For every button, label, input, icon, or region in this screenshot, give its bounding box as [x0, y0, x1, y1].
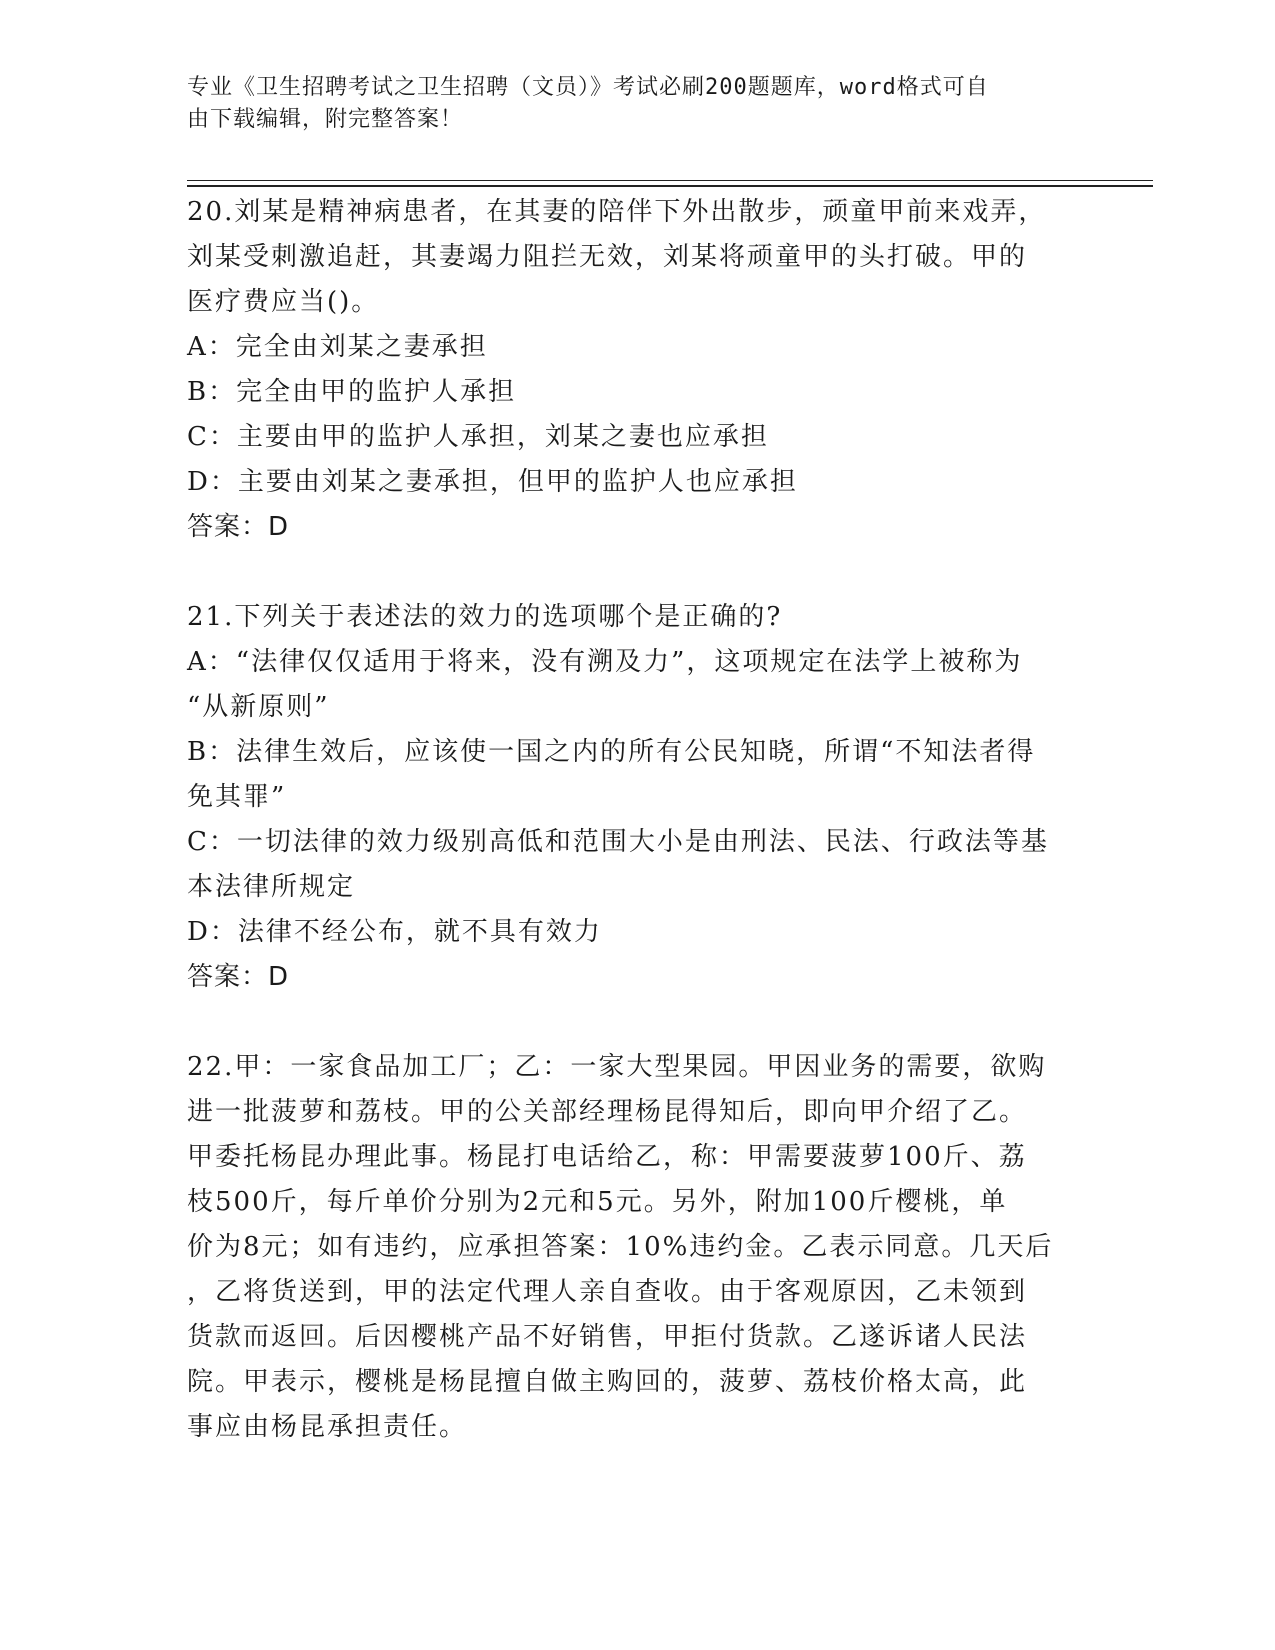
option-line: “从新原则”	[187, 692, 330, 722]
option-b	[187, 370, 1087, 415]
spacer	[187, 1000, 1087, 1045]
question-stem-line: 进一批菠萝和荔枝。甲的公关部经理杨昆得知后，即向甲介绍了乙。	[187, 1097, 1028, 1127]
question-stem-line: 21.下列关于表述法的效力的选项哪个是正确的?	[187, 602, 783, 632]
header-divider-thick	[187, 185, 1153, 187]
question-20	[187, 190, 1087, 550]
option-line: B：法律生效后，应该使一国之内的所有公民知晓，所谓“不知法者得	[187, 737, 1036, 767]
option-line: B：完全由甲的监护人承担	[187, 377, 517, 407]
option-a	[187, 640, 1087, 730]
question-21	[187, 595, 1087, 1000]
header-line: 由下载编辑，附完整答案！	[187, 107, 464, 132]
option-b	[187, 730, 1087, 820]
question-22	[187, 1045, 1087, 1450]
question-stem-line: 22.甲：一家食品加工厂；乙：一家大型果园。甲因业务的需要，欲购	[187, 1052, 1047, 1082]
option-line: D：法律不经公布，就不具有效力	[187, 917, 602, 947]
spacer	[187, 550, 1087, 595]
option-c	[187, 820, 1087, 910]
question-stem-line: 事应由杨昆承担责任。	[187, 1412, 468, 1442]
question-stem-line: 价为8元；如有违约，应承担答案：10%违约金。乙表示同意。几天后	[187, 1232, 1054, 1262]
question-stem-line: 货款而返回。后因樱桃产品不好销售，甲拒付货款。乙遂诉诸人民法	[187, 1322, 1028, 1352]
header-divider-thin	[187, 180, 1153, 181]
question-stem-line: 枝500斤，每斤单价分别为2元和5元。另外，附加100斤樱桃，单	[187, 1187, 1008, 1217]
answer-label: 答案：D	[187, 962, 290, 992]
option-c	[187, 415, 1087, 460]
question-stem-line: 医疗费应当()。	[187, 287, 380, 317]
option-line: A：完全由刘某之妻承担	[187, 332, 488, 362]
question-stem-line: 甲委托杨昆办理此事。杨昆打电话给乙，称：甲需要菠萝100斤、荔	[187, 1142, 1027, 1172]
option-line: 免其罪”	[187, 782, 287, 812]
option-a	[187, 325, 1087, 370]
option-line: D：主要由刘某之妻承担，但甲的监护人也应承担	[187, 467, 798, 497]
question-stem-line: 20.刘某是精神病患者，在其妻的陪伴下外出散步，顽童甲前来戏弄，	[187, 197, 1047, 227]
question-stem-line: ，乙将货送到，甲的法定代理人亲自查收。由于客观原因，乙未领到	[187, 1277, 1028, 1307]
answer-label: 答案：D	[187, 512, 290, 542]
option-d	[187, 460, 1087, 505]
option-line: 本法律所规定	[187, 872, 356, 902]
document-header	[187, 72, 1067, 136]
option-line: C：一切法律的效力级别高低和范围大小是由刑法、民法、行政法等基	[187, 827, 1049, 857]
question-list	[187, 190, 1087, 1450]
option-line: C：主要由甲的监护人承担，刘某之妻也应承担	[187, 422, 769, 452]
question-stem-line: 刘某受刺激追赶，其妻竭力阻拦无效，刘某将顽童甲的头打破。甲的	[187, 242, 1028, 272]
header-line: 专业《卫生招聘考试之卫生招聘（文员）》考试必刷200题题库，word格式可自	[187, 75, 989, 100]
option-d	[187, 910, 1087, 955]
option-line: A：“法律仅仅适用于将来，没有溯及力”，这项规定在法学上被称为	[187, 647, 1023, 677]
question-stem-line: 院。甲表示，樱桃是杨昆擅自做主购回的，菠萝、荔枝价格太高，此	[187, 1367, 1028, 1397]
